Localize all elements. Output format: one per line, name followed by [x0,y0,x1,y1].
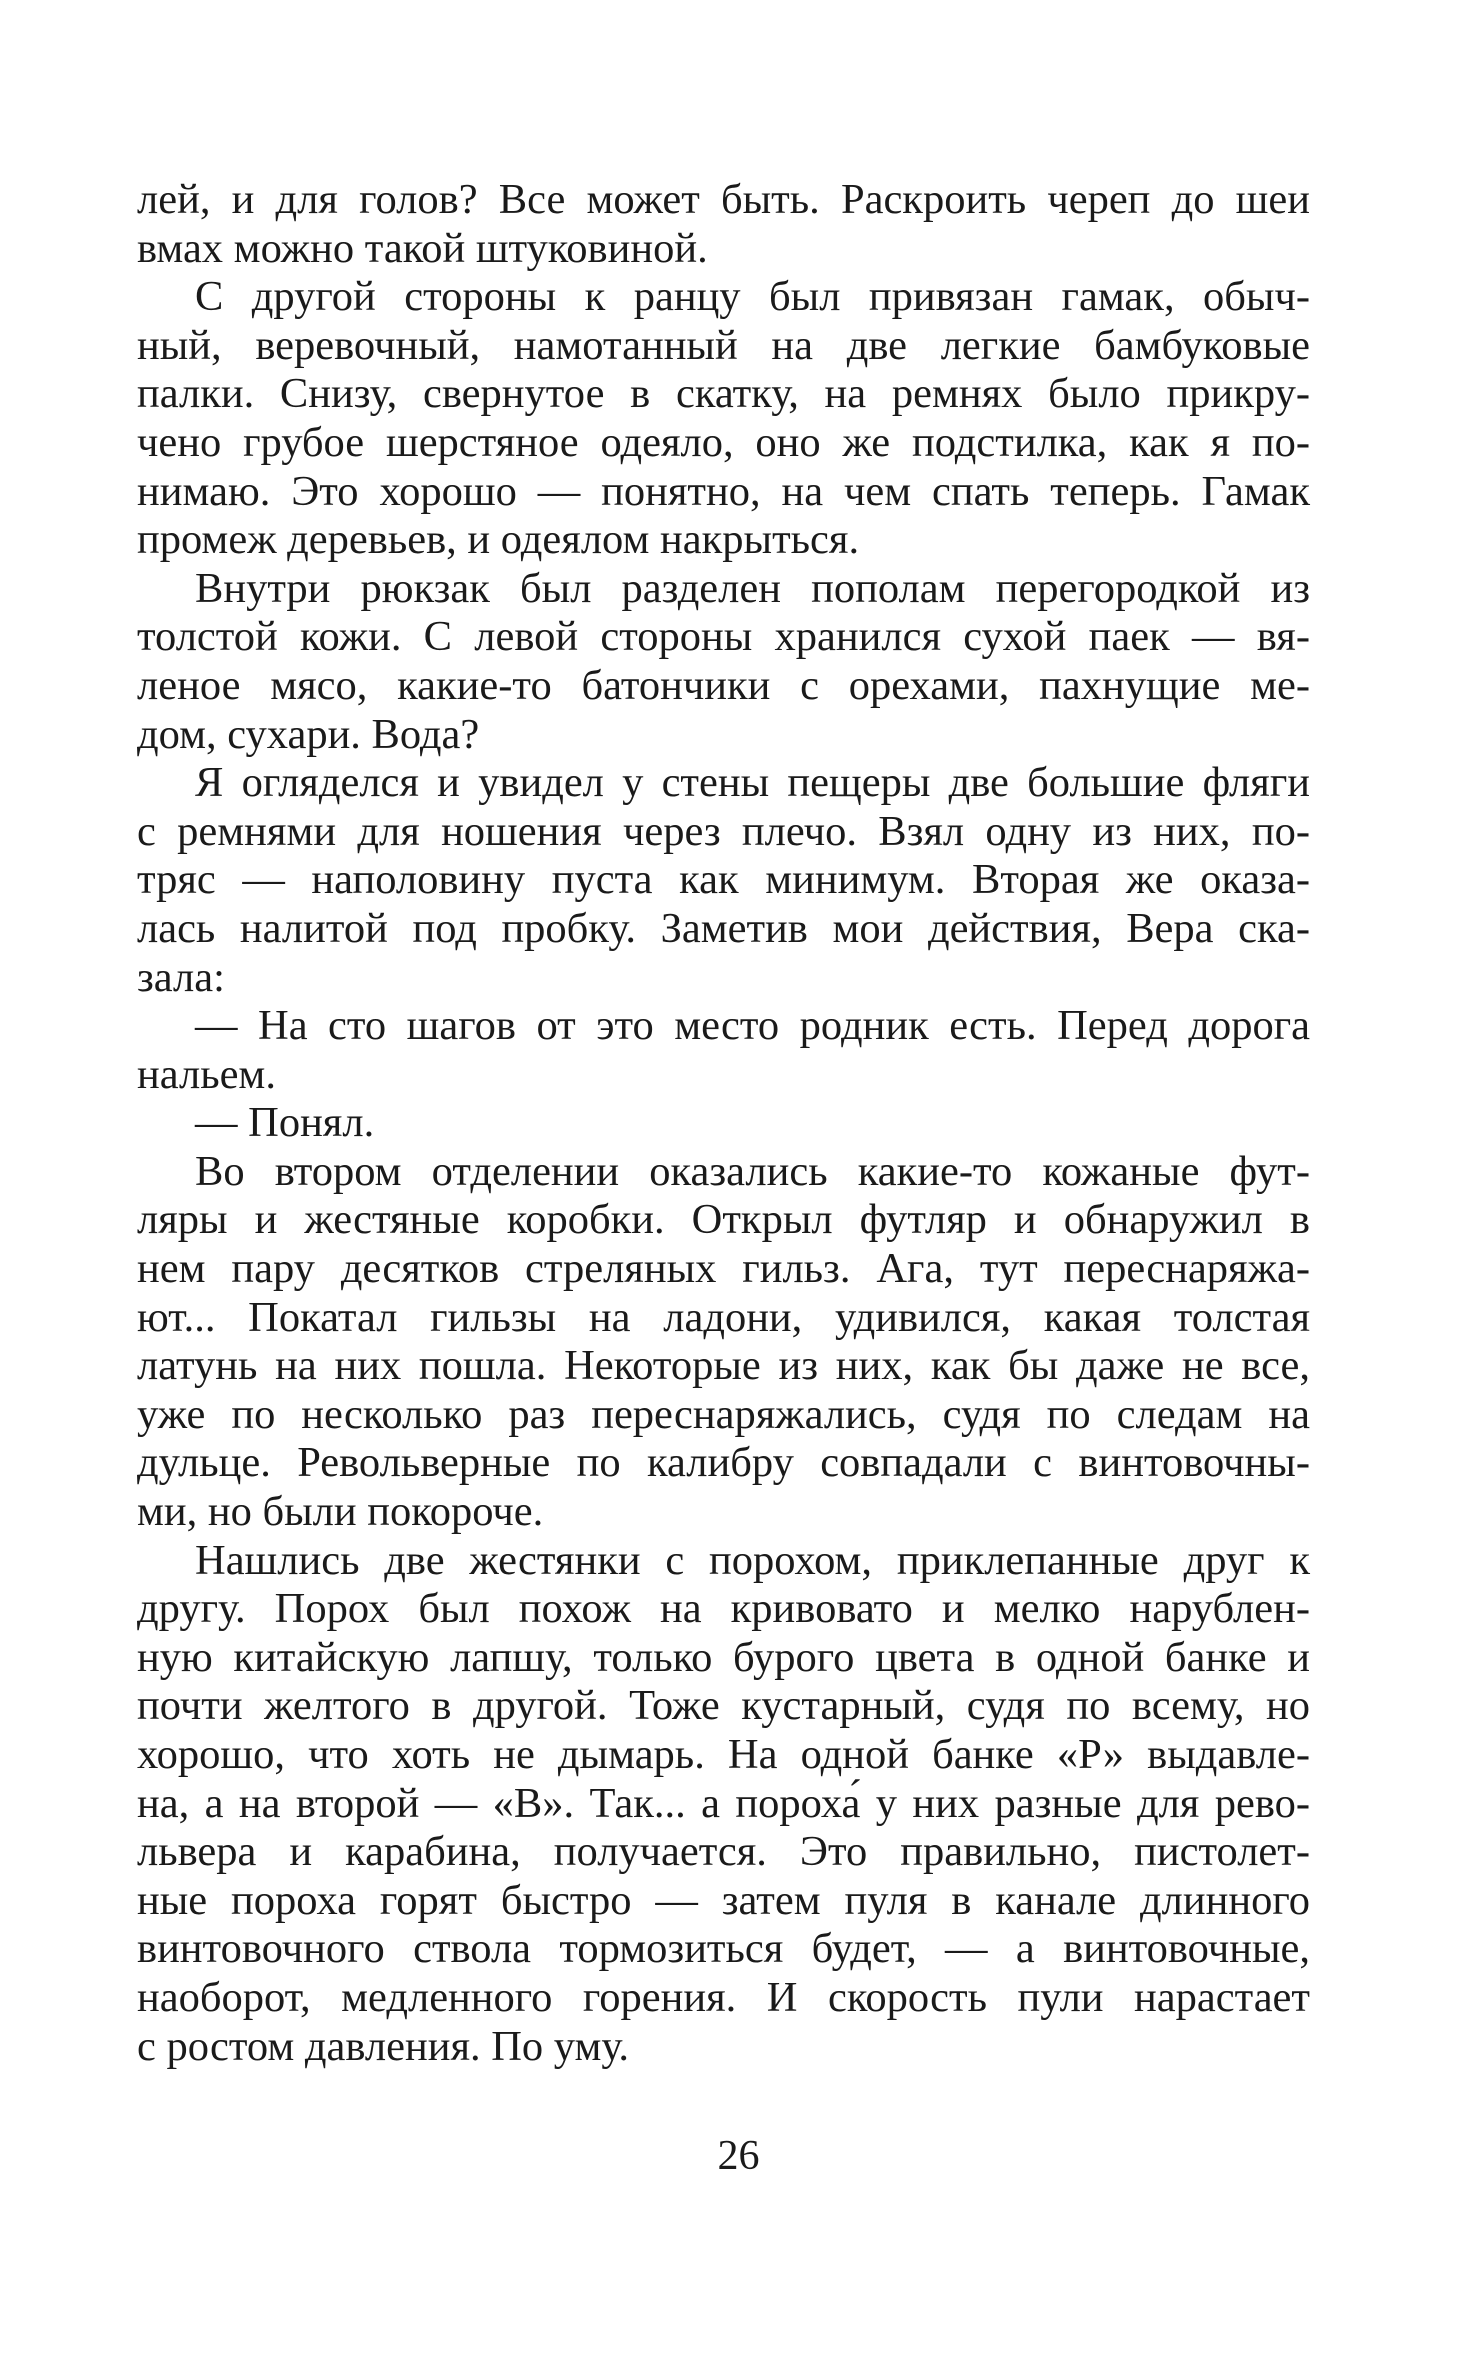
text-line: другу. Порох был похож на кривовато и мелко нарублен- [137,1585,1310,1633]
text-line: дульце. Револьверные по калибру совпадали с винтовочны- [137,1439,1310,1487]
text-line: ную китайскую лапшу, только бурого цвета в одной банке и [137,1633,1310,1681]
text-line: почти желтого в другой. Тоже кустарный, судя по всему, но [137,1682,1310,1730]
text-line: нимаю. Это хорошо — понятно, на чем спать теперь. Гамак [137,467,1310,515]
text-line: с ростом давления. По уму. [137,2022,630,2070]
text-line: нальем. [137,1050,276,1098]
text-line: чено грубое шерстяное одеяло, оно же подстилка, как я по- [137,418,1310,466]
text-line: винтовочного ствола тормозиться будет, — а винтовочные, [137,1925,1310,1973]
text-line: — Понял. [195,1099,375,1147]
text-line: наоборот, медленного горения. И скорость пули нарастает [137,1973,1310,2021]
text-line: зала: [137,953,225,1001]
text-line: леное мясо, какие-то батончики с орехами, пахнущие ме- [137,661,1310,709]
text-line: ют... Покатал гильзы на ладони, удивился, какая толстая [137,1293,1310,1341]
text-line: хорошо, что хоть не дымарь. На одной банке «Р» выдавле- [137,1731,1310,1778]
page-number: 26 [717,2133,760,2179]
text-line: Я огляделся и увидел у стены пещеры две большие фляги [195,759,1310,807]
text-line: ные пороха горят быстро — затем пуля в канале длинного [137,1876,1310,1924]
text-line: дом, сухари. Вода? [137,710,480,758]
text-line: лась налитой под пробку. Заметив мои действия, Вера ска- [137,904,1310,952]
text-line: вмах можно такой штуковиной. [137,224,708,272]
text-line: нем пару десятков стреляных гильз. Ага, тут переснаряжа- [137,1245,1310,1293]
text-line: ми, но были покороче. [137,1488,544,1536]
text-line: Внутри рюкзак был разделен пополам перегородкой из [195,564,1310,612]
text-line: львера и карабина, получается. Это правильно, пистолет- [137,1828,1310,1876]
text-line: промеж деревьев, и одеялом накрыться. [137,516,860,564]
text-line: ляры и жестяные коробки. Открыл футляр и обнаружил в [137,1196,1310,1244]
text-line: лей, и для голов? Все может быть. Раскроить череп до шеи [137,176,1310,223]
text-line: латунь на них пошла. Некоторые из них, как бы даже не все, [137,1342,1310,1390]
body-text [137,176,1310,2071]
text-line: толстой кожи. С левой стороны хранился сухой паек — вя- [137,613,1310,661]
text-line: Во втором отделении оказались какие-то кожаные фут- [195,1147,1310,1195]
text-line: тряс — наполовину пуста как минимум. Вторая же оказа- [137,856,1310,904]
text-line: ный, веревочный, намотанный на две легкие бамбуковые [137,321,1310,369]
text-line: С другой стороны к ранцу был привязан гамак, обыч- [195,273,1310,321]
text-line: палки. Снизу, свернутое в скатку, на ремнях было прикру- [137,370,1310,418]
text-line: с ремнями для ношения через плечо. Взял одну из них, по- [137,807,1310,855]
text-line: Нашлись две жестянки с порохом, приклепанные друг к [195,1536,1310,1584]
text-line: на, а на второй — «В». Так... а пороха́ у них разные для рево- [137,1779,1310,1827]
text-line: уже по несколько раз переснаряжались, судя по следам на [137,1390,1310,1438]
text-line: — На сто шагов от это место родник есть. Перед дорога [195,1002,1310,1050]
